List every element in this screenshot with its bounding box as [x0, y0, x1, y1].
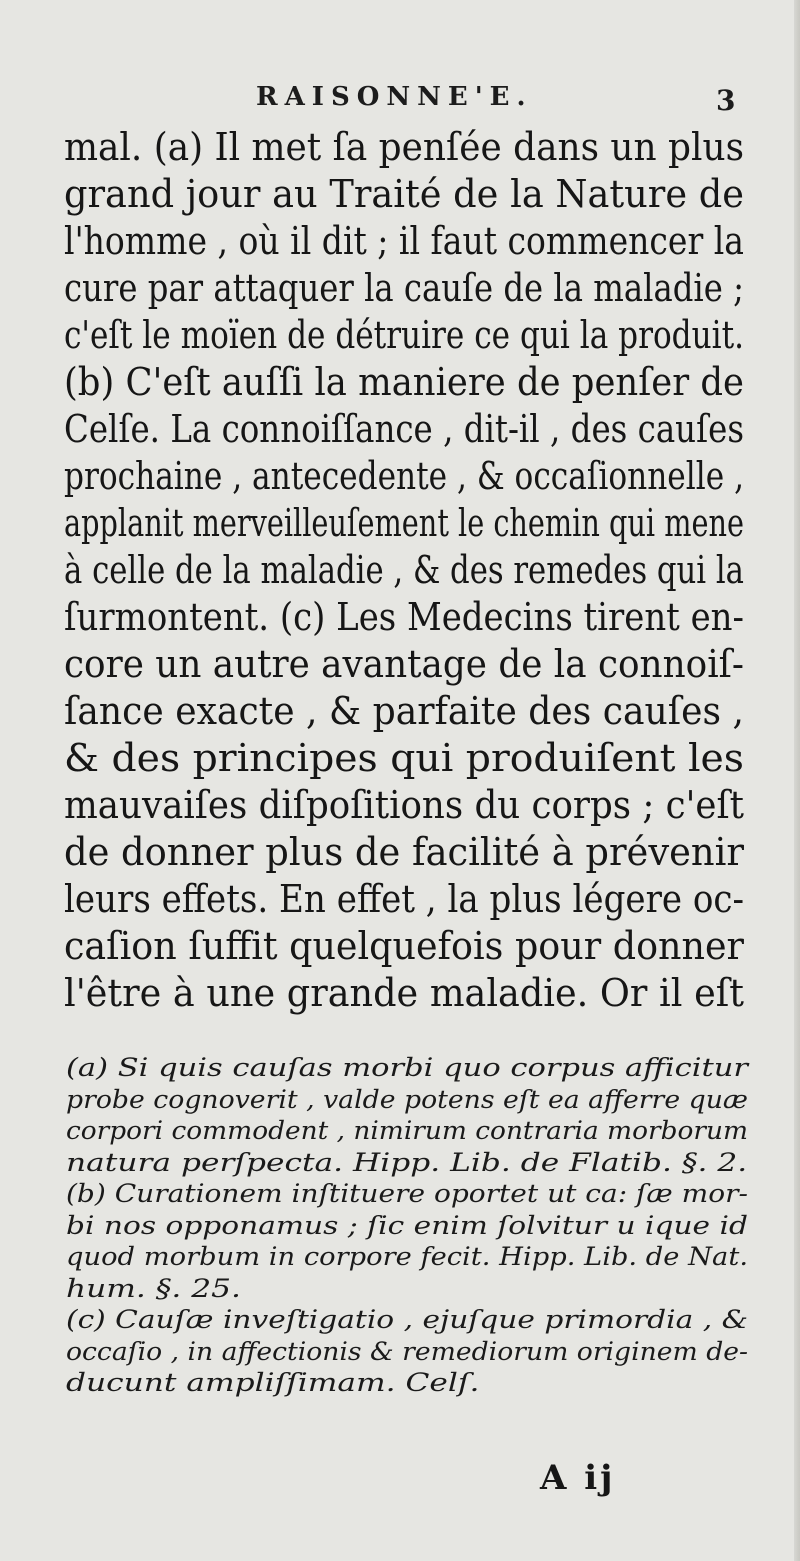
text-line: & des principes qui produiſent les	[64, 736, 745, 780]
page-header	[0, 80, 800, 120]
footnote-line: (c) Cauſæ inveſtigatio , ejuſque primordia , &	[66, 1305, 748, 1334]
page-edge	[794, 0, 800, 1561]
signature-mark: A ij	[540, 1458, 616, 1498]
text-line: core un autre avantage de la connoiſ-	[64, 642, 744, 686]
text-line: ſance exacte , & parfaite des cauſes ,	[64, 689, 744, 733]
text-line: mauvaiſes diſpoſitions du corps ; c'eſt	[64, 783, 744, 827]
running-title: RAISONNE'E.	[256, 82, 533, 112]
footnote-line: (b) Curationem inſtituere oportet ut ca: ſæ mor-	[66, 1179, 748, 1208]
main-text	[64, 124, 746, 1017]
text-line: applanit merveilleuſement le chemin qui mene	[64, 501, 744, 545]
footnotes	[66, 1052, 750, 1399]
text-line: l'homme , où il dit ; il faut commencer la	[64, 219, 744, 263]
text-line: c'eſt le moïen de détruire ce qui la produit.	[64, 313, 744, 357]
text-line: grand jour au Traité de la Nature de	[64, 172, 744, 216]
text-line: mal. (a) Il met ſa penſée dans un plus	[64, 125, 744, 169]
footnote-line: bi nos opponamus ; ſic enim ſolvitur u ique id	[66, 1210, 748, 1240]
text-line: prochaine , antecedente , & occaſionnelle ,	[64, 454, 744, 498]
text-line: caſion ſuffit quelquefois pour donner	[64, 924, 744, 968]
page-number: 3	[716, 84, 736, 117]
footnote-line: corpori commodent , nimirum contraria morborum	[66, 1116, 748, 1145]
text-line: cure par attaquer la cauſe de la maladie ;	[64, 266, 744, 310]
footnote-line: occaſio , in affectionis & remediorum originem de-	[66, 1336, 748, 1366]
footnote-line: hum. §. 25.	[66, 1273, 241, 1303]
text-line: leurs effets. En effet , la plus légere oc-	[64, 877, 744, 921]
text-line: ſurmontent. (c) Les Medecins tirent en-	[64, 595, 744, 639]
footnote-line: probe cognoverit , valde potens eſt ea afferre quæ	[66, 1084, 748, 1114]
footnote-line: (a) Si quis cauſas morbi quo corpus afficitur	[66, 1053, 748, 1082]
text-line: de donner plus de facilité à prévenir	[64, 830, 744, 874]
text-line: l'être à une grande maladie. Or il eſt	[64, 971, 744, 1015]
text-line: à celle de la maladie , & des remedes qui la	[64, 548, 744, 592]
footnote-line: natura perſpecta. Hipp. Lib. de Flatib. §. 2.	[66, 1147, 748, 1177]
footnote-line: ducunt ampliſſimam. Celſ.	[66, 1368, 480, 1397]
text-line: (b) C'eſt auſſi la maniere de penſer de	[64, 360, 744, 404]
text-line: Celſe. La connoiſſance , dit-il , des cauſes	[64, 407, 744, 451]
footnote-line: quod morbum in corpore fecit. Hipp. Lib. de Nat.	[66, 1242, 748, 1271]
